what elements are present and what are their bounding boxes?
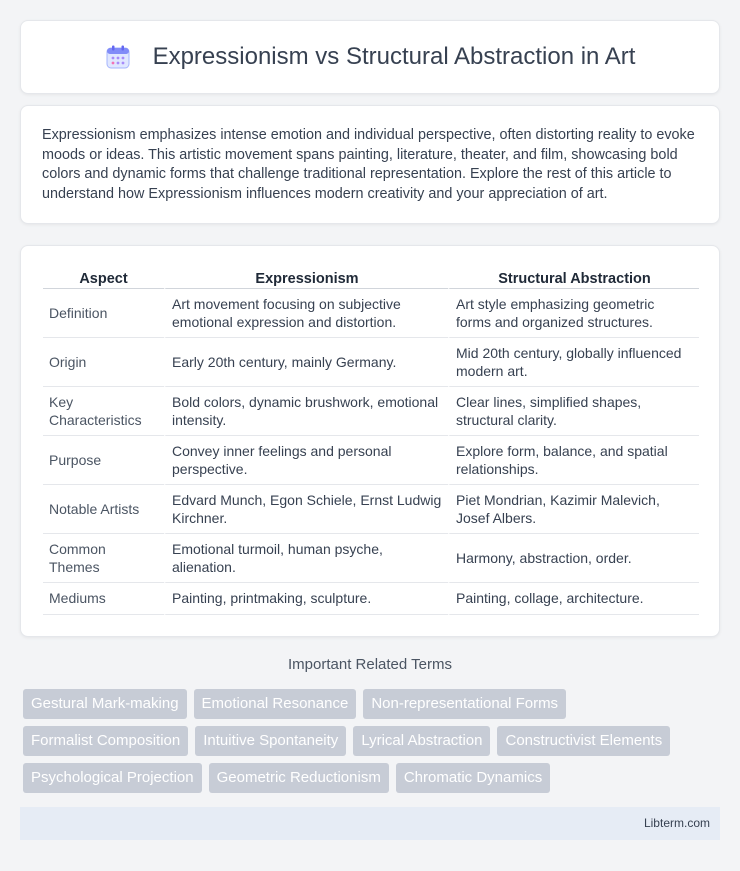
tag-row [23,689,723,719]
related-terms-list [23,689,723,800]
table-cell-structural: Explore form, balance, and spatial relationships. [448,436,699,485]
table-row [43,583,699,615]
related-term-tag[interactable]: Intuitive Spontaneity [195,726,346,756]
table-cell-structural: Piet Mondrian, Kazimir Malevich, Josef Albers. [448,485,699,534]
table-row [43,338,699,387]
column-header-structural-abstraction: Structural Abstraction [448,265,699,289]
table-row [43,387,699,436]
table-cell-structural: Art style emphasizing geometric forms and organized structures. [448,289,699,338]
table-row [43,485,699,534]
related-term-tag[interactable]: Constructivist Elements [497,726,670,756]
tag-row [23,726,723,756]
footer-site-link[interactable]: Libterm.com [643,816,710,830]
related-term-tag[interactable]: Non-representational Forms [363,689,566,719]
comparison-table [43,265,699,615]
comparison-table-card [20,245,720,637]
table-cell-expressionism: Convey inner feelings and personal perspective. [164,436,448,485]
header-card [20,20,720,94]
table-cell-structural: Harmony, abstraction, order. [448,534,699,583]
table-cell-expressionism: Emotional turmoil, human psyche, alienation. [164,534,448,583]
column-header-expressionism: Expressionism [164,265,448,289]
table-cell-expressionism: Painting, printmaking, sculpture. [164,583,448,615]
table-cell-expressionism: Bold colors, dynamic brushwork, emotional intensity. [164,387,448,436]
page-title: Expressionism vs Structural Abstraction in Art [152,43,636,70]
table-cell-aspect: Key Characteristics [43,387,164,436]
calendar-icon [105,44,131,70]
table-cell-expressionism: Art movement focusing on subjective emotional expression and distortion. [164,289,448,338]
table-row [43,534,699,583]
related-term-tag[interactable]: Chromatic Dynamics [396,763,550,793]
table-row [43,436,699,485]
footer-bar [20,807,720,840]
table-cell-aspect: Origin [43,338,164,387]
table-cell-aspect: Purpose [43,436,164,485]
related-term-tag[interactable]: Lyrical Abstraction [353,726,490,756]
related-term-tag[interactable]: Gestural Mark-making [23,689,187,719]
table-cell-structural: Mid 20th century, globally influenced modern art. [448,338,699,387]
related-term-tag[interactable]: Formalist Composition [23,726,188,756]
table-cell-aspect: Common Themes [43,534,164,583]
table-cell-expressionism: Early 20th century, mainly Germany. [164,338,448,387]
table-cell-structural: Clear lines, simplified shapes, structural clarity. [448,387,699,436]
table-cell-aspect: Notable Artists [43,485,164,534]
table-cell-aspect: Definition [43,289,164,338]
related-term-tag[interactable]: Psychological Projection [23,763,202,793]
table-cell-expressionism: Edvard Munch, Egon Schiele, Ernst Ludwig Kirchner. [164,485,448,534]
title-wrap [105,43,636,71]
table-cell-aspect: Mediums [43,583,164,615]
related-terms-heading: Important Related Terms [288,656,452,673]
tag-row [23,763,723,793]
related-term-tag[interactable]: Emotional Resonance [194,689,357,719]
intro-paragraph: Expressionism emphasizes intense emotion and individual perspective, often distorting reality to evoke moods or ideas. This artistic movement spans painting, literature, theater, and film, showcasing bold colors and dynamic forms that challenge traditional representation. Explore the rest of this article to understand how Expressionism influences modern creativity and your appreciation of art. [42,127,695,202]
column-header-aspect: Aspect [43,265,164,289]
table-cell-structural: Painting, collage, architecture. [448,583,699,615]
intro-card [20,105,720,224]
table-row [43,289,699,338]
related-term-tag[interactable]: Geometric Reductionism [209,763,389,793]
table-header-row [43,265,699,289]
